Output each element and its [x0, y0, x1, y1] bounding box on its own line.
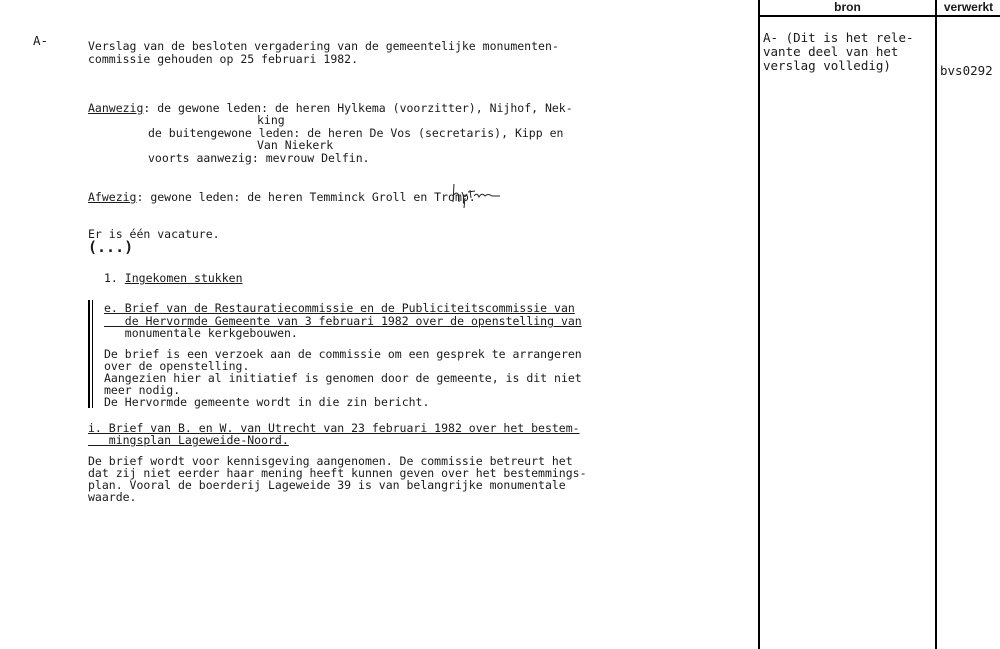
present-line-1 [88, 102, 573, 114]
verwerkt-value: bvs0292 [940, 63, 993, 78]
margin-label: A- [33, 33, 49, 48]
verwerkt-cell [940, 60, 1000, 79]
table-header-rule [758, 15, 1000, 17]
bron-line-1: A- (Dit is het rele- [763, 30, 914, 45]
present-line-3: voorts aanwezig: mevrouw Delfin. [148, 151, 370, 165]
item-i-body-4: waarde. [88, 490, 137, 504]
item-i-title-1: i. Brief van B. en W. van Utrecht van 23 februari 1982 over het bestem- [88, 421, 580, 435]
item-e-body-2: over de openstelling. [104, 359, 250, 373]
header-bron: bron [834, 0, 861, 14]
table-middle-border [935, 0, 937, 649]
item-e-title-3: monumentale kerkgebouwen. [104, 326, 298, 340]
margin-bar-1 [88, 300, 90, 408]
bron-line-3: verslag volledig) [763, 58, 891, 73]
item-e-body-1: De brief is een verzoek aan de commissie om een gesprek te arrangeren [104, 347, 582, 361]
item-i-body-3: plan. Vooral de boerderij Lageweide 39 is van belangrijke monumentale [88, 478, 566, 492]
section-1-title: Ingekomen stukken [124, 271, 243, 285]
item-e-body-3: Aangezien hier al initiatief is genomen door de gemeente, is dit niet [104, 371, 582, 385]
handwritten-signature [448, 180, 508, 210]
vacancy-text: Er is één vacature. [88, 227, 220, 241]
item-e-body-5: De Hervormde gemeente wordt in die zin bericht. [104, 395, 430, 409]
present-line-2-cont: Van Niekerk [257, 138, 334, 152]
table-left-border [758, 0, 760, 649]
absent-line [88, 191, 476, 203]
heading-line-1: Verslag van de besloten vergadering van de gemeentelijke monumenten- [88, 39, 559, 53]
header-verwerkt: verwerkt [943, 0, 994, 14]
item-i-body-1: De brief wordt voor kennisgeving aangenomen. De commissie betreurt het [88, 454, 573, 468]
item-e-title-2: de Hervormde Gemeente van 3 februari 1982 over de openstelling van [104, 314, 582, 328]
absent-label: Afwezig [88, 190, 137, 204]
section-1-heading [104, 272, 243, 284]
item-i-title-2: mingsplan Lageweide-Noord. [88, 433, 289, 447]
item-e-body-4: meer nodig. [104, 383, 181, 397]
margin-bar-2 [92, 300, 93, 408]
present-text-1: : de gewone leden: de heren Hylkema (voorzitter), Nijhof, Nek- [143, 101, 573, 115]
heading-line-2: commissie gehouden op 25 februari 1982. [88, 52, 359, 66]
section-1-number: 1. [104, 271, 118, 285]
ellipsis: (...) [88, 238, 134, 256]
item-e-title-1: e. Brief van de Restauratiecommissie en de Publiciteitscommissie van [104, 301, 575, 315]
present-label: Aanwezig [88, 101, 144, 115]
absent-text: : gewone leden: de heren Temminck Groll en Tromp. [136, 190, 476, 204]
present-line-1-cont: king [257, 113, 285, 127]
bron-line-2: vante deel van het [763, 44, 899, 59]
present-line-2: de buitengewone leden: de heren De Vos (secretaris), Kipp en [148, 126, 564, 140]
item-i-body-2: dat zij niet eerder haar mening heeft kunnen geven over het bestemmings- [88, 466, 587, 480]
